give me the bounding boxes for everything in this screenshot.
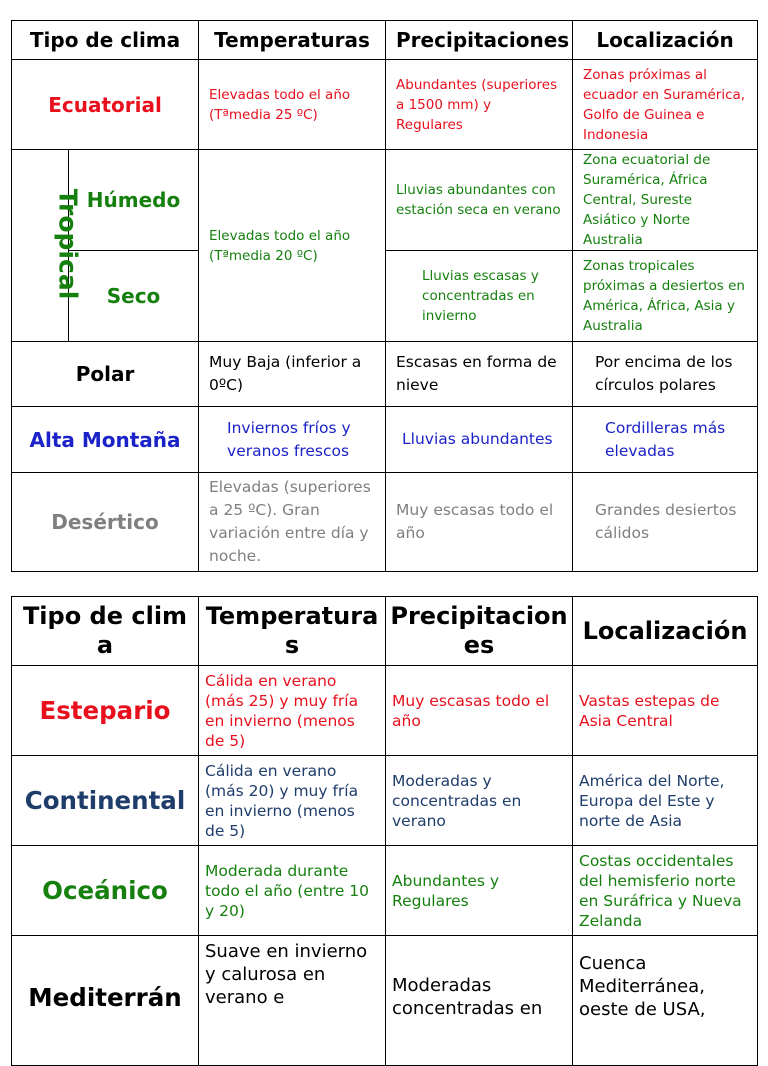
precipitation-cell: Moderadas concentradas en [386,936,573,1066]
temperature-cell: Cálida en verano (más 20) y muy fría en invierno (menos de 5) [199,756,386,846]
table-header-row [12,597,758,666]
precipitation-cell: Lluvias escasas y concentradas en invierno [386,251,573,342]
climate-table-2 [11,596,758,1066]
row-desertico [12,473,758,572]
row-estepario [12,666,758,756]
table-header-row [12,21,758,60]
temperature-cell: Inviernos fríos y veranos frescos [199,407,386,473]
row-tropical-humedo [12,150,758,251]
location-cell: Zonas próximas al ecuador en Suramérica, Golfo de Guinea e Indonesia [573,60,758,150]
row-mediterraneo [12,936,758,1066]
group-label-text: Tropical [53,188,83,299]
location-cell: Cuenca Mediterránea, oeste de USA, [573,936,758,1066]
location-cell: Por encima de los círculos polares [573,342,758,407]
location-cell: Cordilleras más elevadas [573,407,758,473]
location-cell: Vastas estepas de Asia Central [573,666,758,756]
header-precipitaciones: Precipitaciones [386,597,573,666]
precipitation-cell: Muy escasas todo el año [386,666,573,756]
header-localizacion: Localización [573,21,758,60]
header-temperaturas: Temperaturas [199,597,386,666]
temperature-cell: Cálida en verano (más 25) y muy fría en invierno (menos de 5) [199,666,386,756]
precipitation-cell: Abundantes y Regulares [386,846,573,936]
header-tipo: Tipo de clima [12,597,199,666]
climate-table-1 [11,20,758,572]
climate-name: Polar [12,342,199,407]
location-cell: América del Norte, Europa del Este y norte de Asia [573,756,758,846]
temperature-cell: Elevadas todo el año (Tªmedia 25 ºC) [199,60,386,150]
climate-name: Alta Montaña [12,407,199,473]
location-cell: Costas occidentales del hemisferio norte en Suráfrica y Nueva Zelanda [573,846,758,936]
temperature-cell: Moderada durante todo el año (entre 10 y 20) [199,846,386,936]
location-cell: Grandes desiertos cálidos [573,473,758,572]
header-temperaturas: Temperaturas [199,21,386,60]
temperature-cell: Elevadas todo el año (Tªmedia 20 ºC) [199,150,386,342]
climate-name: Mediterrán [12,936,199,1066]
precipitation-cell: Lluvias abundantes con estación seca en verano [386,150,573,251]
climate-name: Continental [12,756,199,846]
climate-name: Húmedo [69,150,199,251]
location-cell: Zona ecuatorial de Suramérica, África Central, Sureste Asiático y Norte Australia [573,150,758,251]
precipitation-cell: Abundantes (superiores a 1500 mm) y Regulares [386,60,573,150]
group-label-tropical [12,150,83,342]
header-localizacion: Localización [573,597,758,666]
row-polar [12,342,758,407]
temperature-cell: Muy Baja (inferior a 0ºC) [199,342,386,407]
climate-name: Estepario [12,666,199,756]
temperature-cell: Suave en invierno y calurosa en verano e [199,936,386,1066]
temperature-cell: Elevadas (superiores a 25 ºC). Gran variación entre día y noche. [199,473,386,572]
climate-name: Ecuatorial [12,60,199,150]
row-oceanico [12,846,758,936]
precipitation-cell: Escasas en forma de nieve [386,342,573,407]
row-alta-montana [12,407,758,473]
precipitation-cell: Lluvias abundantes [386,407,573,473]
climate-name: Oceánico [12,846,199,936]
precipitation-cell: Moderadas y concentradas en verano [386,756,573,846]
location-cell: Zonas tropicales próximas a desiertos en América, África, Asia y Australia [573,251,758,342]
row-ecuatorial [12,60,758,150]
header-tipo: Tipo de clima [12,21,199,60]
precipitation-cell: Muy escasas todo el año [386,473,573,572]
header-precipitaciones: Precipitaciones [386,21,573,60]
climate-name: Desértico [12,473,199,572]
row-continental [12,756,758,846]
climate-name: Seco [69,251,199,342]
